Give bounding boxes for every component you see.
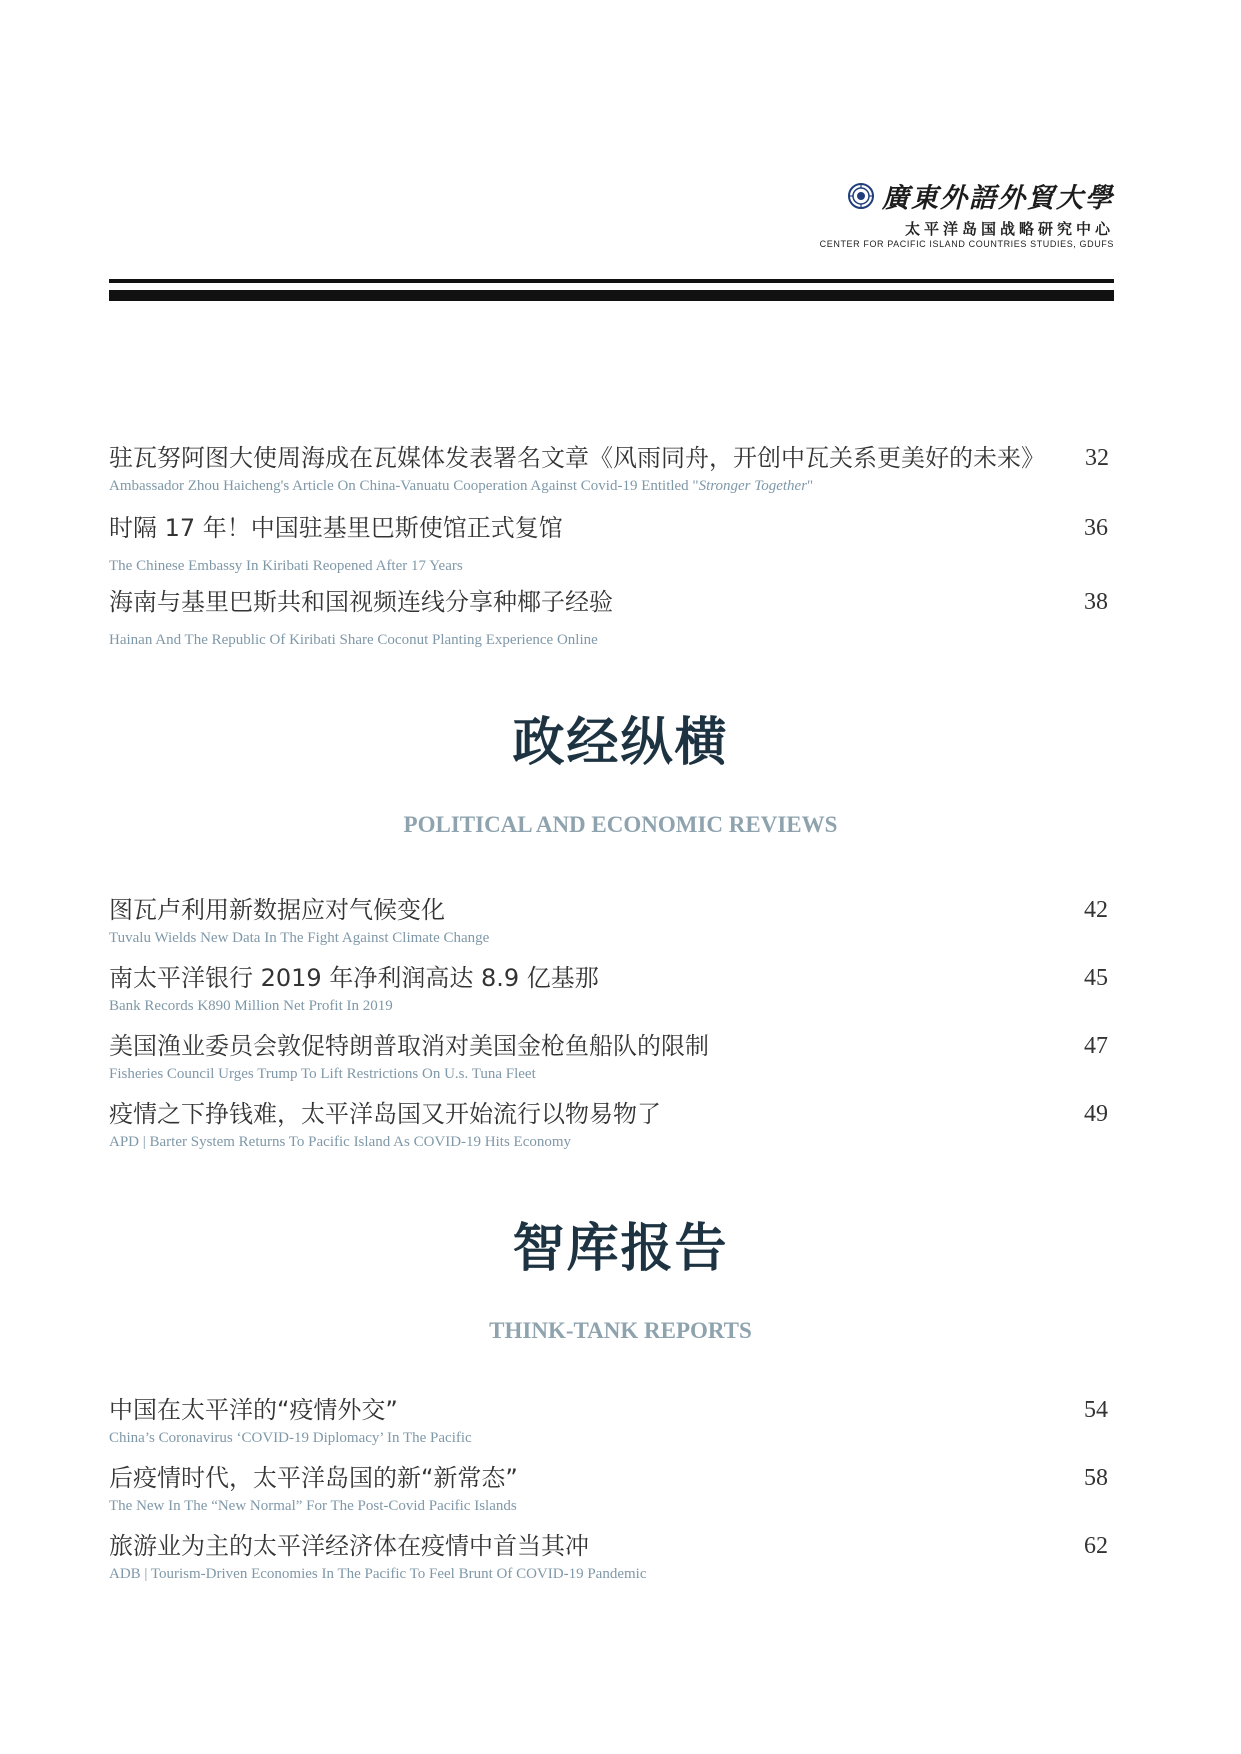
entry-title-en: APD | Barter System Returns To Pacific Island As COVID-19 Hits Economy (109, 1134, 572, 1150)
entry-title-zh: 美国渔业委员会敦促特朗普取消对美国金枪鱼船队的限制 (109, 1032, 709, 1060)
entry-page-number: 58 (1084, 1465, 1108, 1491)
toc-entry[interactable] (109, 587, 1114, 649)
entry-title-en: Fisheries Council Urges Trump To Lift Restrictions On U.s. Tuna Fleet (109, 1066, 536, 1082)
toc-entry[interactable] (109, 1395, 1114, 1447)
toc-entry[interactable] (109, 1463, 1114, 1515)
entry-title-zh: 南太平洋银行 2019 年净利润高达 8.9 亿基那 (109, 964, 599, 992)
entry-page-number: 36 (1084, 515, 1108, 541)
entry-title-en: Ambassador Zhou Haicheng's Article On China-Vanuatu Cooperation Against Covid-19 Entitled "Stronger Together" (109, 478, 814, 494)
header-rule-thick (109, 290, 1114, 301)
header-rule-thin (109, 279, 1114, 283)
section-title: 智库报告 (512, 1219, 729, 1279)
entry-page-number: 62 (1084, 1533, 1108, 1559)
entry-title-zh: 中国在太平洋的“疫情外交” (109, 1396, 398, 1424)
entry-title-zh: 后疫情时代，太平洋岛国的新“新常态” (109, 1464, 518, 1492)
entry-title-en: Hainan And The Republic Of Kiribati Share Coconut Planting Experience Online (109, 632, 598, 648)
entry-title-zh: 旅游业为主的太平洋经济体在疫情中首当其冲 (109, 1532, 589, 1560)
entry-title-en: China’s Coronavirus ‘COVID-19 Diplomacy’ In The Pacific (109, 1430, 472, 1446)
toc-entry[interactable] (109, 513, 1114, 575)
entry-title-zh: 图瓦卢利用新数据应对气候变化 (109, 896, 445, 924)
section-title: 政经纵横 (512, 713, 729, 773)
entry-title-zh: 时隔 17 年！中国驻基里巴斯使馆正式复馆 (109, 514, 563, 542)
entry-page-number: 45 (1084, 965, 1108, 991)
section-subtitle: THINK-TANK REPORTS (489, 1318, 752, 1343)
entry-title-en: The New In The “New Normal” For The Post-Covid Pacific Islands (109, 1498, 517, 1514)
entry-title-en: The Chinese Embassy In Kiribati Reopened After 17 Years (109, 558, 463, 574)
entry-page-number: 38 (1084, 589, 1108, 615)
entry-page-number: 42 (1084, 897, 1108, 923)
entry-title-zh: 驻瓦努阿图大使周海成在瓦媒体发表署名文章《风雨同舟，开创中瓦关系更美好的未来》 (109, 444, 1045, 472)
entry-page-number: 47 (1084, 1033, 1108, 1059)
center-name-en: CENTER FOR PACIFIC ISLAND COUNTRIES STUDIES, GDUFS (819, 239, 1114, 249)
toc-entry[interactable] (109, 443, 1114, 495)
entry-title-en: ADB | Tourism-Driven Economies In The Pacific To Feel Brunt Of COVID-19 Pandemic (109, 1566, 647, 1582)
toc-entry[interactable] (109, 1031, 1114, 1083)
toc-entry[interactable] (109, 963, 1114, 1015)
section-subtitle: POLITICAL AND ECONOMIC REVIEWS (403, 812, 838, 837)
page-header (0, 0, 1241, 310)
university-name: 廣東外語外貿大學 (882, 183, 1114, 214)
entry-title-en: Bank Records K890 Million Net Profit In 2019 (109, 998, 393, 1014)
entry-title-zh: 海南与基里巴斯共和国视频连线分享种椰子经验 (109, 588, 613, 616)
university-emblem-icon (848, 183, 874, 209)
entry-title-zh: 疫情之下挣钱难，太平洋岛国又开始流行以物易物了 (109, 1100, 661, 1128)
entry-page-number: 49 (1084, 1101, 1108, 1127)
toc-entry[interactable] (109, 895, 1114, 947)
toc-entry[interactable] (109, 1099, 1114, 1151)
center-name-cn: 太平洋岛国战略研究中心 (904, 220, 1114, 238)
entry-page-number: 32 (1085, 445, 1109, 471)
entry-title-en: Tuvalu Wields New Data In The Fight Against Climate Change (109, 930, 490, 946)
entry-page-number: 54 (1084, 1397, 1108, 1423)
toc-entry[interactable] (109, 1531, 1114, 1583)
university-logo (848, 176, 1114, 215)
